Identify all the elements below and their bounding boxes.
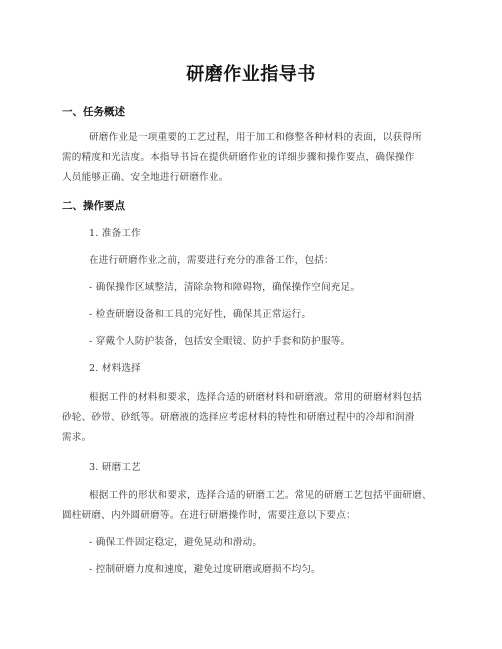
preparation-bullet-2: - 检查研磨设备和工具的完好性，确保其正常运行。	[89, 309, 312, 320]
subheading-material-selection: 2. 材料选择	[89, 363, 141, 374]
overview-line-2: 需的精度和光洁度。本指导书旨在提供研磨作业的详细步骤和操作要点，确保操作	[62, 152, 415, 163]
preparation-bullet-1: - 确保操作区域整洁，清除杂物和障碍物，确保操作空间充足。	[89, 282, 361, 293]
preparation-bullet-3: - 穿戴个人防护装备，包括安全眼镜、防护手套和防护服等。	[89, 336, 351, 347]
subheading-grinding-process: 3. 研磨工艺	[89, 462, 141, 473]
overview-line-3: 人员能够正确、安全地进行研磨作业。	[62, 172, 229, 183]
subheading-preparation: 1. 准备工作	[89, 228, 141, 239]
process-bullet-1: - 确保工件固定稳定，避免晃动和滑动。	[89, 537, 263, 548]
preparation-intro: 在进行研磨作业之前，需要进行充分的准备工作，包括：	[89, 255, 334, 266]
process-bullet-2: - 控制研磨力度和速度，避免过度研磨或磨损不均匀。	[89, 564, 321, 575]
process-line-1: 根据工件的形状和要求，选择合适的研磨工艺。常见的研磨工艺包括平面研磨、	[89, 490, 432, 501]
document-title: 研磨作业指导书	[186, 64, 316, 85]
process-line-2: 圆柱研磨、内外圆研磨等。在进行研磨操作时，需要注意以下要点：	[62, 510, 356, 521]
material-line-3: 需求。	[62, 432, 92, 443]
material-line-2: 砂轮、砂带、砂纸等。研磨液的选择应考虑材料的特性和研磨过程中的冷却和润滑	[62, 412, 415, 423]
section-heading-key-points: 二、操作要点	[62, 200, 125, 212]
section-heading-overview: 一、任务概述	[62, 106, 125, 118]
overview-line-1: 研磨作业是一项重要的工艺过程，用于加工和修整各种材料的表面，以获得所	[89, 132, 422, 143]
material-line-1: 根据工件的材料和要求，选择合适的研磨材料和研磨液。常用的研磨材料包括	[89, 392, 422, 403]
